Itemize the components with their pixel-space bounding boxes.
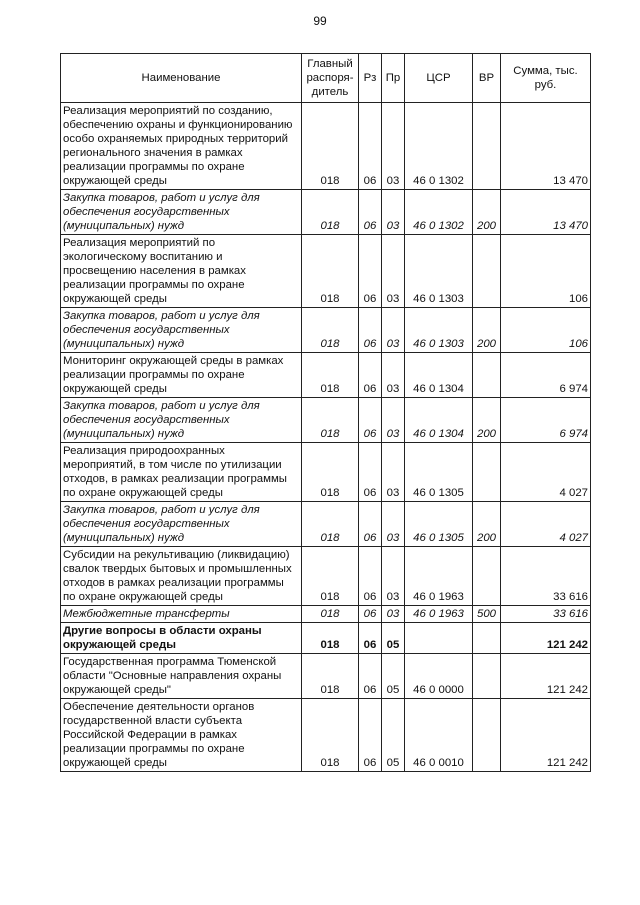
row-section: 06: [359, 353, 382, 398]
header-chief-manager: Главный распоря-дитель: [302, 54, 359, 103]
row-amount: 121 242: [501, 699, 591, 772]
row-name: Мониторинг окружающей среды в рамках реализации программы по охране окружающей среды: [61, 353, 302, 398]
row-subsection: 03: [382, 190, 405, 235]
row-section: 06: [359, 443, 382, 502]
row-name: Закупка товаров, работ и услуг для обеспечения государственных (муниципальных) нужд: [61, 308, 302, 353]
table-row: [61, 623, 591, 654]
row-amount: 33 616: [501, 606, 591, 623]
row-section: 06: [359, 699, 382, 772]
row-target-article: 46 0 1304: [405, 398, 473, 443]
row-section: 06: [359, 623, 382, 654]
table-row: [61, 353, 591, 398]
row-name: Межбюджетные трансферты: [61, 606, 302, 623]
row-target-article: 46 0 1302: [405, 190, 473, 235]
row-expense-type: 200: [473, 502, 501, 547]
table-row: [61, 502, 591, 547]
header-section: Рз: [359, 54, 382, 103]
row-amount: 4 027: [501, 443, 591, 502]
row-amount: 6 974: [501, 398, 591, 443]
table-row: [61, 398, 591, 443]
row-target-article: [405, 623, 473, 654]
row-expense-type: [473, 235, 501, 308]
row-chief-manager: 018: [302, 353, 359, 398]
row-chief-manager: 018: [302, 654, 359, 699]
table-row: [61, 308, 591, 353]
row-name: Закупка товаров, работ и услуг для обеспечения государственных (муниципальных) нужд: [61, 398, 302, 443]
row-subsection: 05: [382, 654, 405, 699]
row-section: 06: [359, 103, 382, 190]
row-amount: 13 470: [501, 190, 591, 235]
row-subsection: 03: [382, 353, 405, 398]
row-subsection: 03: [382, 398, 405, 443]
row-expense-type: 200: [473, 190, 501, 235]
table-row: [61, 699, 591, 772]
row-target-article: 46 0 1305: [405, 502, 473, 547]
row-expense-type: 200: [473, 308, 501, 353]
row-name: Субсидии на рекультивацию (ликвидацию) свалок твердых бытовых и промышленных отходов в рамках реализации программы по охране окружающей среды: [61, 547, 302, 606]
row-section: 06: [359, 398, 382, 443]
row-name: Обеспечение деятельности органов государственной власти субъекта Российской Федерации в рамках реализации программы по охране окружающей среды: [61, 699, 302, 772]
row-amount: 33 616: [501, 547, 591, 606]
table-header-row: [61, 54, 591, 103]
row-section: 06: [359, 606, 382, 623]
row-name: Закупка товаров, работ и услуг для обеспечения государственных (муниципальных) нужд: [61, 502, 302, 547]
row-section: 06: [359, 502, 382, 547]
row-subsection: 03: [382, 235, 405, 308]
header-target-article: ЦСР: [405, 54, 473, 103]
row-name: Реализация природоохранных мероприятий, в том числе по утилизации отходов, в рамках реализации программы по охране окружающей среды: [61, 443, 302, 502]
row-chief-manager: 018: [302, 502, 359, 547]
header-expense-type: ВР: [473, 54, 501, 103]
table-row: [61, 606, 591, 623]
table-row: [61, 654, 591, 699]
header-subsection: Пр: [382, 54, 405, 103]
row-subsection: 03: [382, 308, 405, 353]
row-expense-type: [473, 699, 501, 772]
row-name: Реализация мероприятий по экологическому воспитанию и просвещению населения в рамках реализации программы по охране окружающей среды: [61, 235, 302, 308]
row-expense-type: [473, 353, 501, 398]
table-row: [61, 190, 591, 235]
row-target-article: 46 0 1305: [405, 443, 473, 502]
row-chief-manager: 018: [302, 235, 359, 308]
row-chief-manager: 018: [302, 308, 359, 353]
row-chief-manager: 018: [302, 103, 359, 190]
row-chief-manager: 018: [302, 699, 359, 772]
row-chief-manager: 018: [302, 623, 359, 654]
row-chief-manager: 018: [302, 443, 359, 502]
header-amount: Сумма, тыс. руб.: [501, 54, 591, 103]
row-section: 06: [359, 654, 382, 699]
row-target-article: 46 0 1963: [405, 606, 473, 623]
row-name: Другие вопросы в области охраны окружающей среды: [61, 623, 302, 654]
table-row: [61, 235, 591, 308]
row-subsection: 05: [382, 699, 405, 772]
table-row: [61, 443, 591, 502]
row-target-article: 46 0 1302: [405, 103, 473, 190]
row-subsection: 03: [382, 606, 405, 623]
row-section: 06: [359, 547, 382, 606]
row-amount: 6 974: [501, 353, 591, 398]
row-expense-type: [473, 103, 501, 190]
row-chief-manager: 018: [302, 190, 359, 235]
row-subsection: 03: [382, 547, 405, 606]
row-chief-manager: 018: [302, 547, 359, 606]
row-amount: 121 242: [501, 654, 591, 699]
row-target-article: 46 0 1303: [405, 235, 473, 308]
row-amount: 4 027: [501, 502, 591, 547]
row-chief-manager: 018: [302, 398, 359, 443]
row-expense-type: 200: [473, 398, 501, 443]
row-name: Закупка товаров, работ и услуг для обеспечения государственных (муниципальных) нужд: [61, 190, 302, 235]
row-subsection: 05: [382, 623, 405, 654]
row-expense-type: [473, 654, 501, 699]
row-name: Реализация мероприятий по созданию, обеспечению охраны и функционированию особо охраняемых природных территорий регионального значения в рамках реализации программы по охране окружающей среды: [61, 103, 302, 190]
row-name: Государственная программа Тюменской области "Основные направления охраны окружающей среды": [61, 654, 302, 699]
row-target-article: 46 0 0010: [405, 699, 473, 772]
row-chief-manager: 018: [302, 606, 359, 623]
row-amount: 121 242: [501, 623, 591, 654]
row-expense-type: 500: [473, 606, 501, 623]
row-amount: 106: [501, 308, 591, 353]
row-expense-type: [473, 547, 501, 606]
row-target-article: 46 0 1304: [405, 353, 473, 398]
row-amount: 106: [501, 235, 591, 308]
row-target-article: 46 0 0000: [405, 654, 473, 699]
table-row: [61, 547, 591, 606]
row-subsection: 03: [382, 103, 405, 190]
budget-table: [60, 53, 591, 772]
header-name: Наименование: [61, 54, 302, 103]
row-amount: 13 470: [501, 103, 591, 190]
row-expense-type: [473, 623, 501, 654]
row-subsection: 03: [382, 502, 405, 547]
table-row: [61, 103, 591, 190]
row-target-article: 46 0 1303: [405, 308, 473, 353]
row-section: 06: [359, 190, 382, 235]
row-expense-type: [473, 443, 501, 502]
page-number: 99: [313, 14, 327, 28]
row-target-article: 46 0 1963: [405, 547, 473, 606]
row-section: 06: [359, 308, 382, 353]
row-section: 06: [359, 235, 382, 308]
row-subsection: 03: [382, 443, 405, 502]
